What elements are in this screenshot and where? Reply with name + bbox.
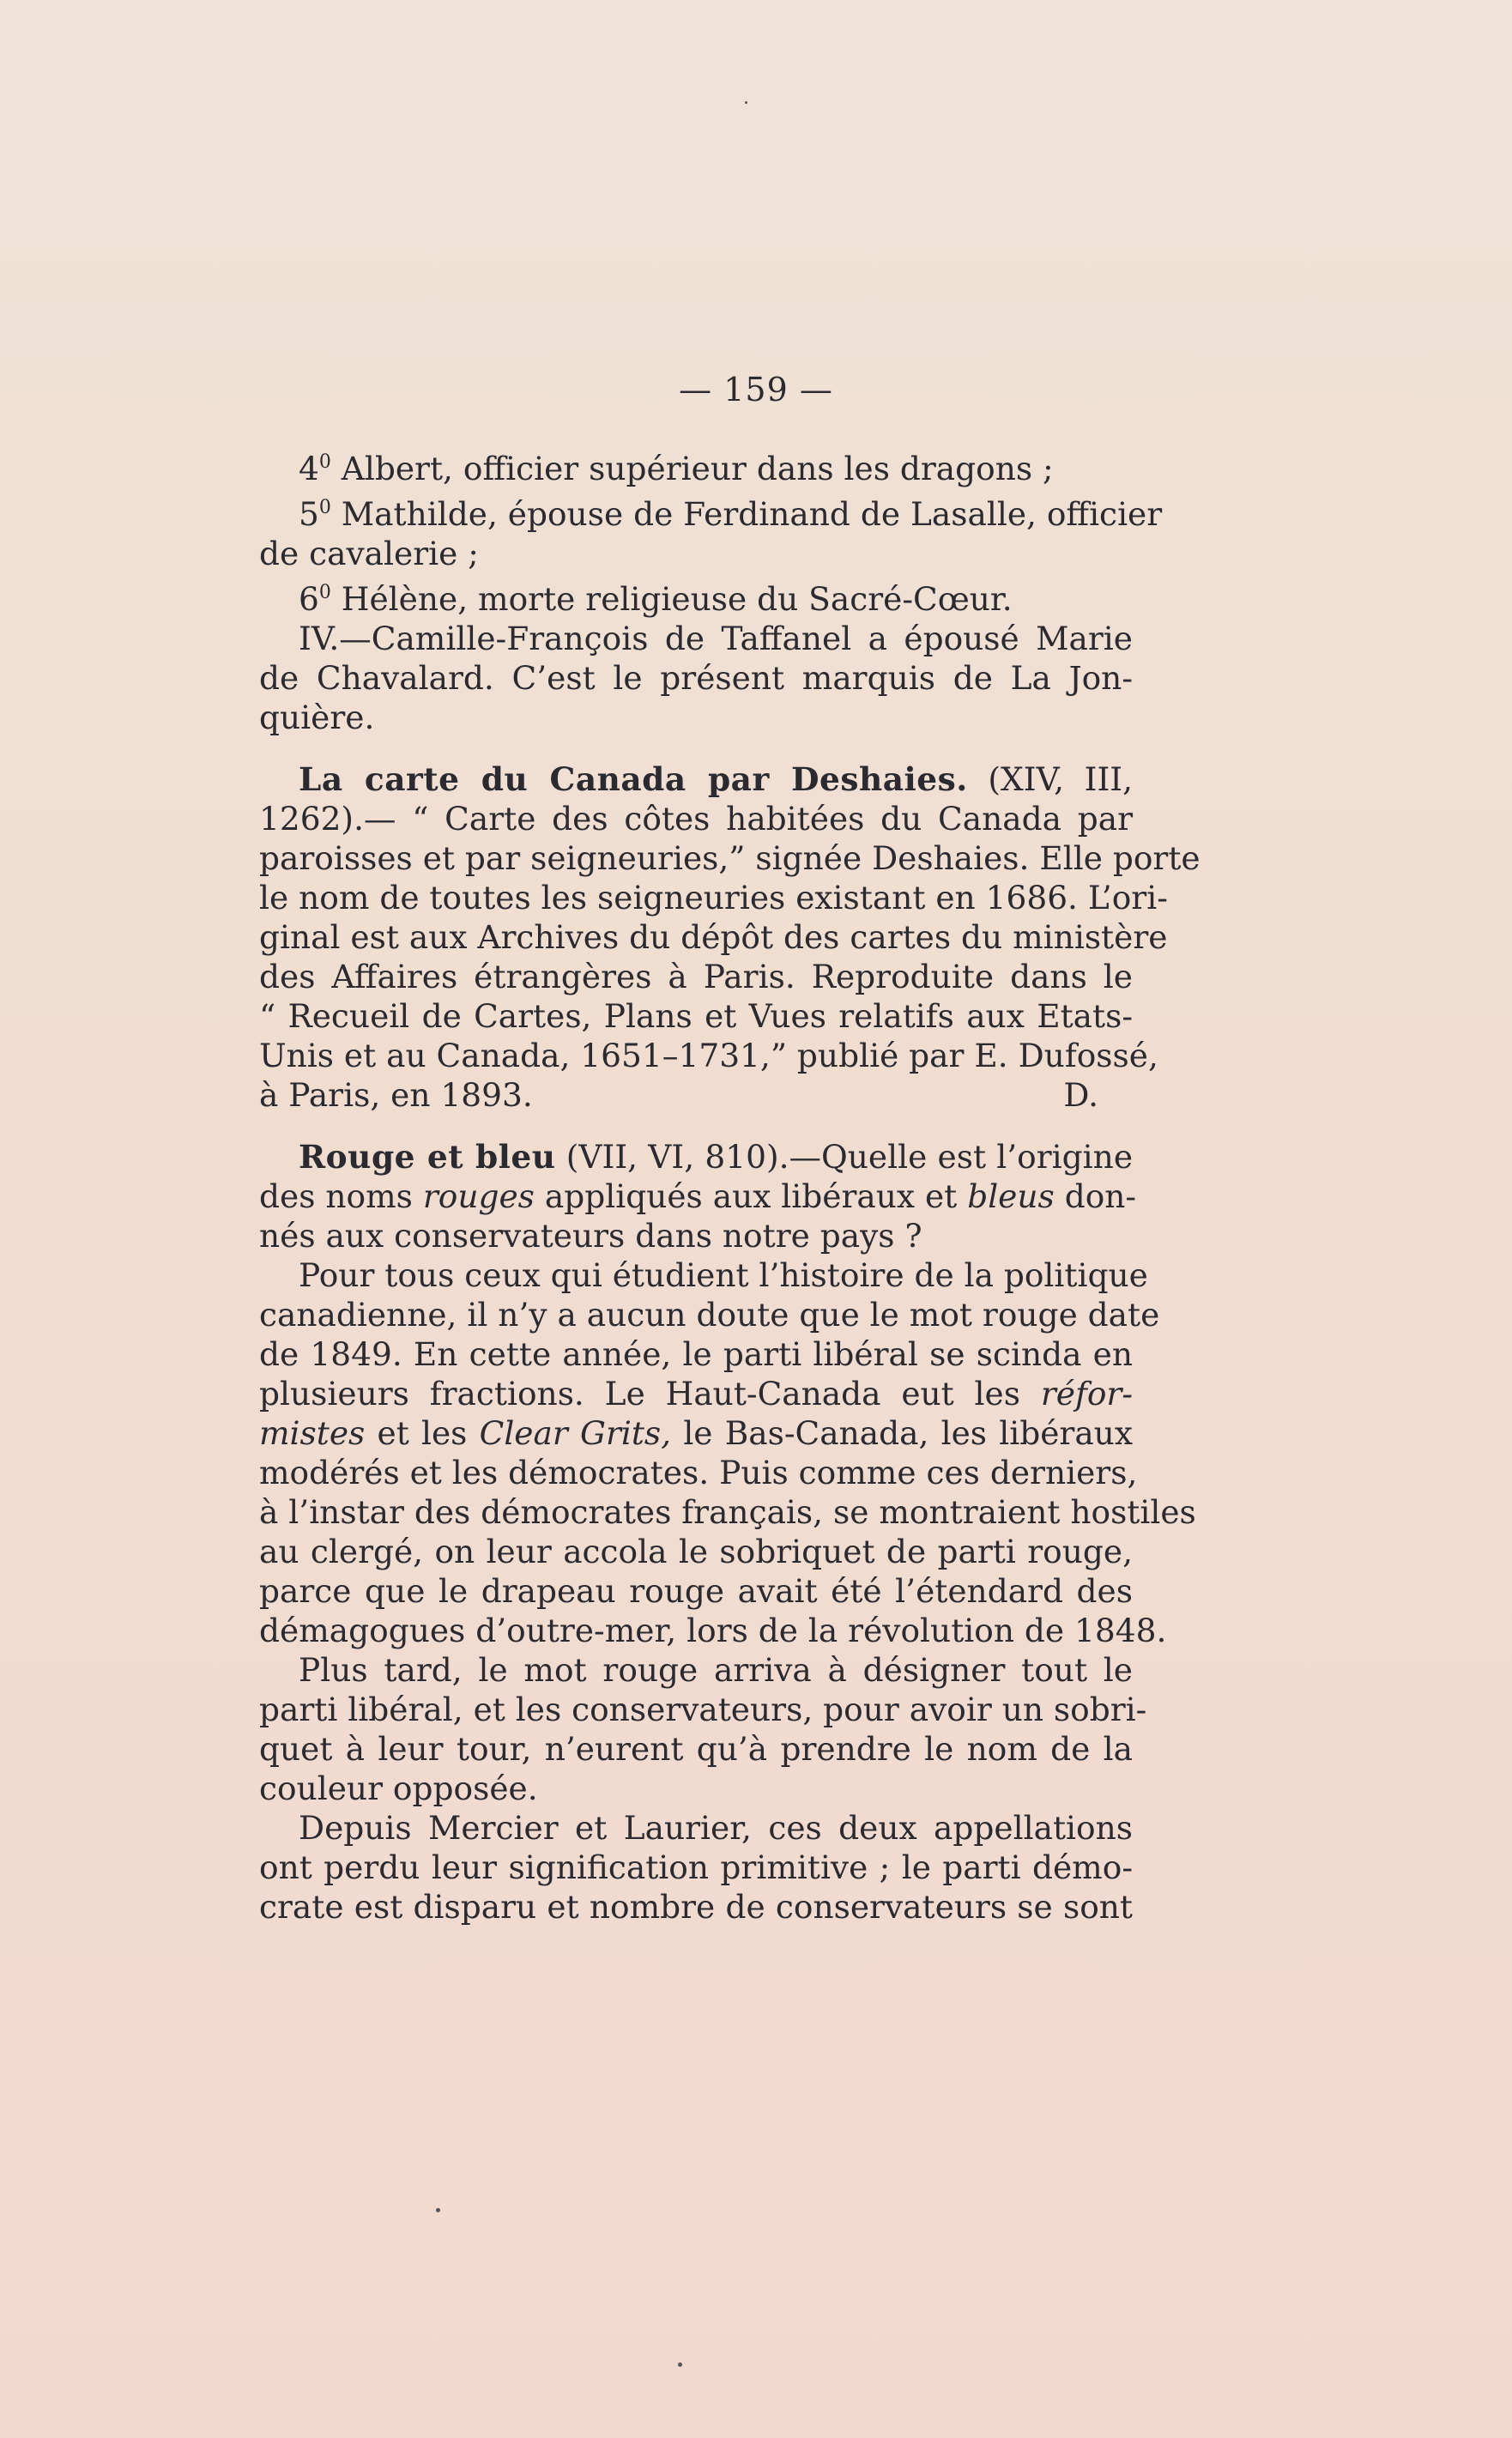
list-item: $6^0$ Hélène, morte religieuse du Sacré-Cœur. [299,580,1013,618]
text-line: de 1849. En cette année, le parti libéral se scinda en [259,1335,1133,1373]
text-line: Pour tous ceux qui étudient l’histoire de la politique [299,1256,1148,1294]
paper-speck [745,101,747,104]
text-line: 1262).— “ Carte des côtes habitées du Canada par [259,800,1133,838]
section-heading-line: La carte du Canada par Deshaies. (XIV, III, [299,760,1133,798]
text-line: des noms rouges appliqués aux libéraux et bleus don- [259,1177,1137,1215]
text-line: canadienne, il n’y a aucun doute que le mot rouge date [259,1296,1160,1334]
text-line: de Chavalard. C’est le présent marquis de La Jon- [259,659,1133,697]
text-line: quière. [259,699,375,736]
text-line: modérés et les démocrates. Puis comme ces derniers, [259,1454,1138,1491]
text-line: IV.—Camille-François de Taffanel a épousé Marie [299,620,1133,657]
text-line: nés aux conservateurs dans notre pays ? [259,1217,922,1255]
text-line: au clergé, on leur accola le sobriquet de parti rouge, [259,1533,1133,1570]
text-line: crate est disparu et nombre de conservateurs se sont [259,1888,1133,1926]
text-line: à Paris, en 1893. D. [259,1075,1133,1115]
text-line: à l’instar des démocrates français, se montraient hostiles [259,1493,1196,1531]
text-line: Unis et au Canada, 1651–1731,” publié par E. Dufossé, [259,1037,1158,1074]
text-line: des Affaires étrangères à Paris. Reproduite dans le [259,958,1133,995]
paper-speck [436,2208,440,2212]
page-number: — 159 — [679,371,833,408]
text-line: couleur opposée. [259,1770,538,1807]
paper-speck [678,2362,682,2367]
text-line: Plus tard, le mot rouge arriva à désigner tout le [299,1651,1133,1689]
list-item: $4^0$ Albert, officier supérieur dans les dragons ; [299,450,1054,487]
text-line: parce que le drapeau rouge avait été l’étendard des [259,1572,1133,1610]
section-title: La carte du Canada par Deshaies. [299,760,968,798]
text-line: Depuis Mercier et Laurier, ces deux appellations [299,1809,1133,1847]
section-heading-line: Rouge et bleu (VII, VI, 810).—Quelle est l’origine [299,1138,1134,1176]
text-line: “ Recueil de Cartes, Plans et Vues relatifs aux Etats- [259,997,1133,1035]
text-line: mistes et les Clear Grits, le Bas-Canada, les libéraux [259,1414,1133,1452]
text-line: parti libéral, et les conservateurs, pour avoir un sobri- [259,1691,1147,1728]
text-line: démagogues d’outre-mer, lors de la révolution de 1848. [259,1612,1167,1649]
section-title: Rouge et bleu [299,1138,556,1176]
page-body [259,443,1201,1927]
text-line: le nom de toutes les seigneuries existant en 1686. L’ori- [259,879,1168,917]
text-line: quet à leur tour, n’eurent qu’à prendre le nom de la [259,1730,1133,1768]
signature: D. [1063,1076,1098,1114]
list-item: $5^0$ Mathilde, épouse de Ferdinand de Lasalle, officier [299,495,1163,533]
text-line: ginal est aux Archives du dépôt des cartes du ministère [259,918,1168,956]
text-line: paroisses et par seigneuries,” signée Deshaies. Elle porte [259,839,1201,877]
text-line: plusieurs fractions. Le Haut-Canada eut les réfor- [259,1375,1133,1413]
text-line: de cavalerie ; [259,535,479,572]
text-line: ont perdu leur signification primitive ; le parti démo- [259,1848,1133,1886]
